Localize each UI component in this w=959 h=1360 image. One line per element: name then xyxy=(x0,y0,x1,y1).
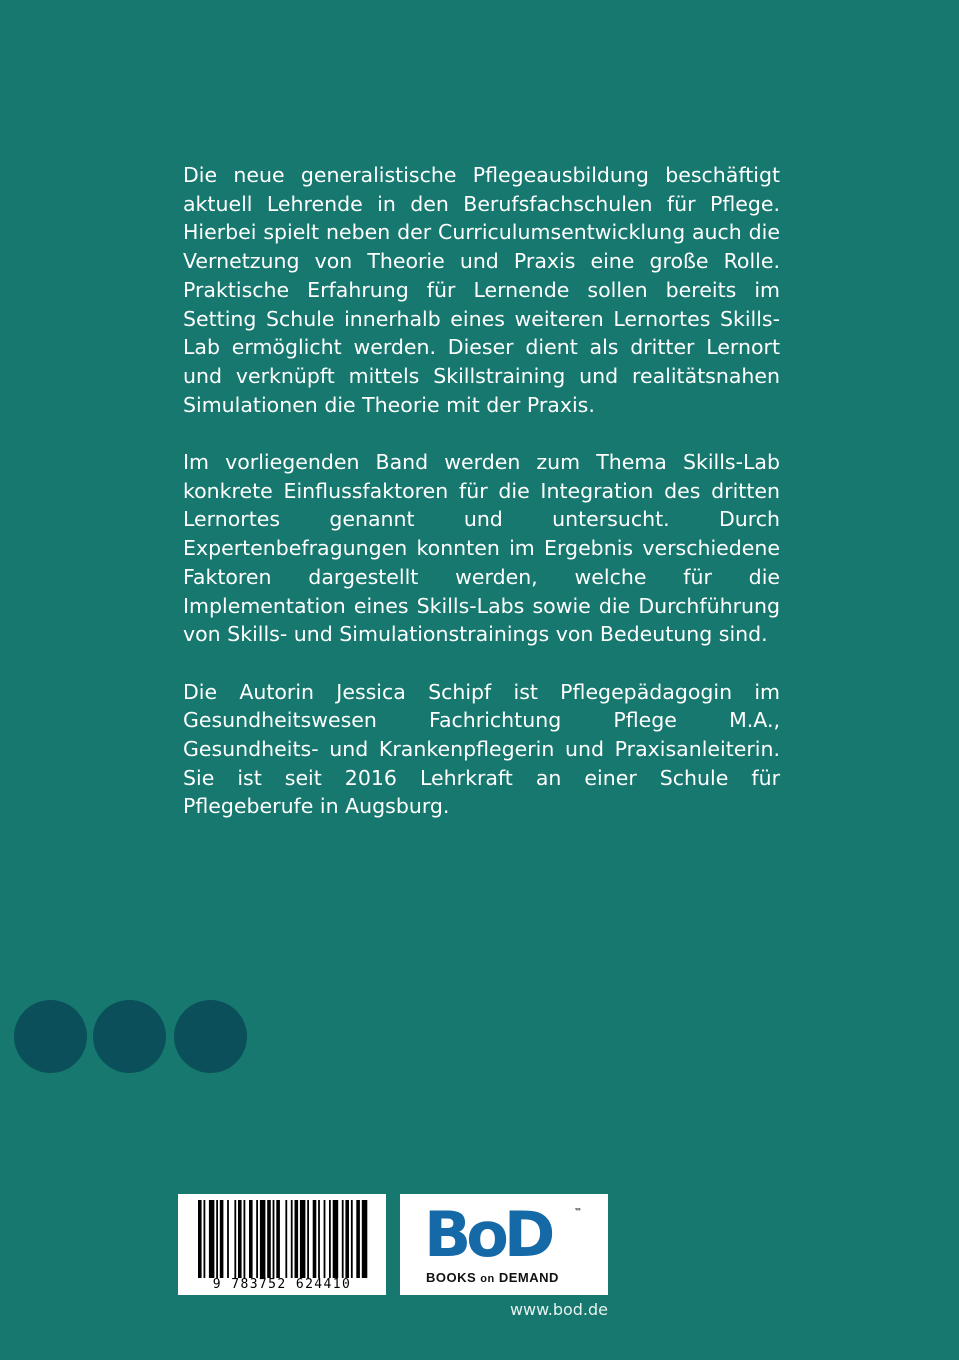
publisher-logo xyxy=(400,1194,608,1295)
tagline-on: on xyxy=(480,1273,495,1285)
trademark-symbol: ™ xyxy=(574,1207,582,1216)
decorative-dot-2 xyxy=(93,1000,166,1073)
blurb-paragraph-2: Im vorliegenden Band werden zum Thema Skills-Lab konkrete Einflussfaktoren für die Integration des dritten Lernortes genannt und untersucht. Durch Expertenbefragungen konnten im Ergebnis verschiedene Faktoren dargestellt werden, welche für die Implementation eines Skills-Labs sowie die Durchführung von Skills- und Simulationstrainings von Bedeutung sind. xyxy=(183,450,780,647)
tagline-demand: DEMAND xyxy=(498,1270,559,1285)
blurb-paragraph-3: Die Autorin Jessica Schipf ist Pflegepädagogin im Gesundheitswesen Fachrichtung Pflege M.A., Gesundheits- und Krankenpflegerin und Praxisanleiterin. Sie ist seit 2016 Lehrkraft an einer Schule für Pflegeberufe in Augsburg. xyxy=(183,679,780,819)
blurb-paragraph-1: Die neue generalistische Pflegeausbildung beschäftigt aktuell Lehrende in den Berufsfachschulen für Pflege. Hierbei spielt neben der Curriculumsentwicklung auch die Vernetzung von Theorie und Praxis eine große Rolle. Praktische Erfahrung für Lernende sollen bereits im Setting Schule innerhalb eines weiteren Lernortes Skills-Lab ermöglicht werden. Dieser dient als dritter Lernort und verknüpft mittels Skillstraining und realitätsnahen Simulationen die Theorie mit der Praxis. xyxy=(183,163,780,417)
publisher-tagline xyxy=(426,1271,559,1286)
back-cover-blurb xyxy=(183,161,780,850)
publisher-website: www.bod.de xyxy=(509,1300,608,1319)
bod-logo-text: BoD xyxy=(424,1198,551,1271)
isbn-barcode xyxy=(178,1194,386,1295)
decorative-dot-1 xyxy=(14,1000,87,1073)
decorative-dot-3 xyxy=(174,1000,247,1073)
barcode-digits: 9 783752 624410 xyxy=(182,1278,382,1292)
tagline-books: BOOKS xyxy=(426,1270,477,1285)
